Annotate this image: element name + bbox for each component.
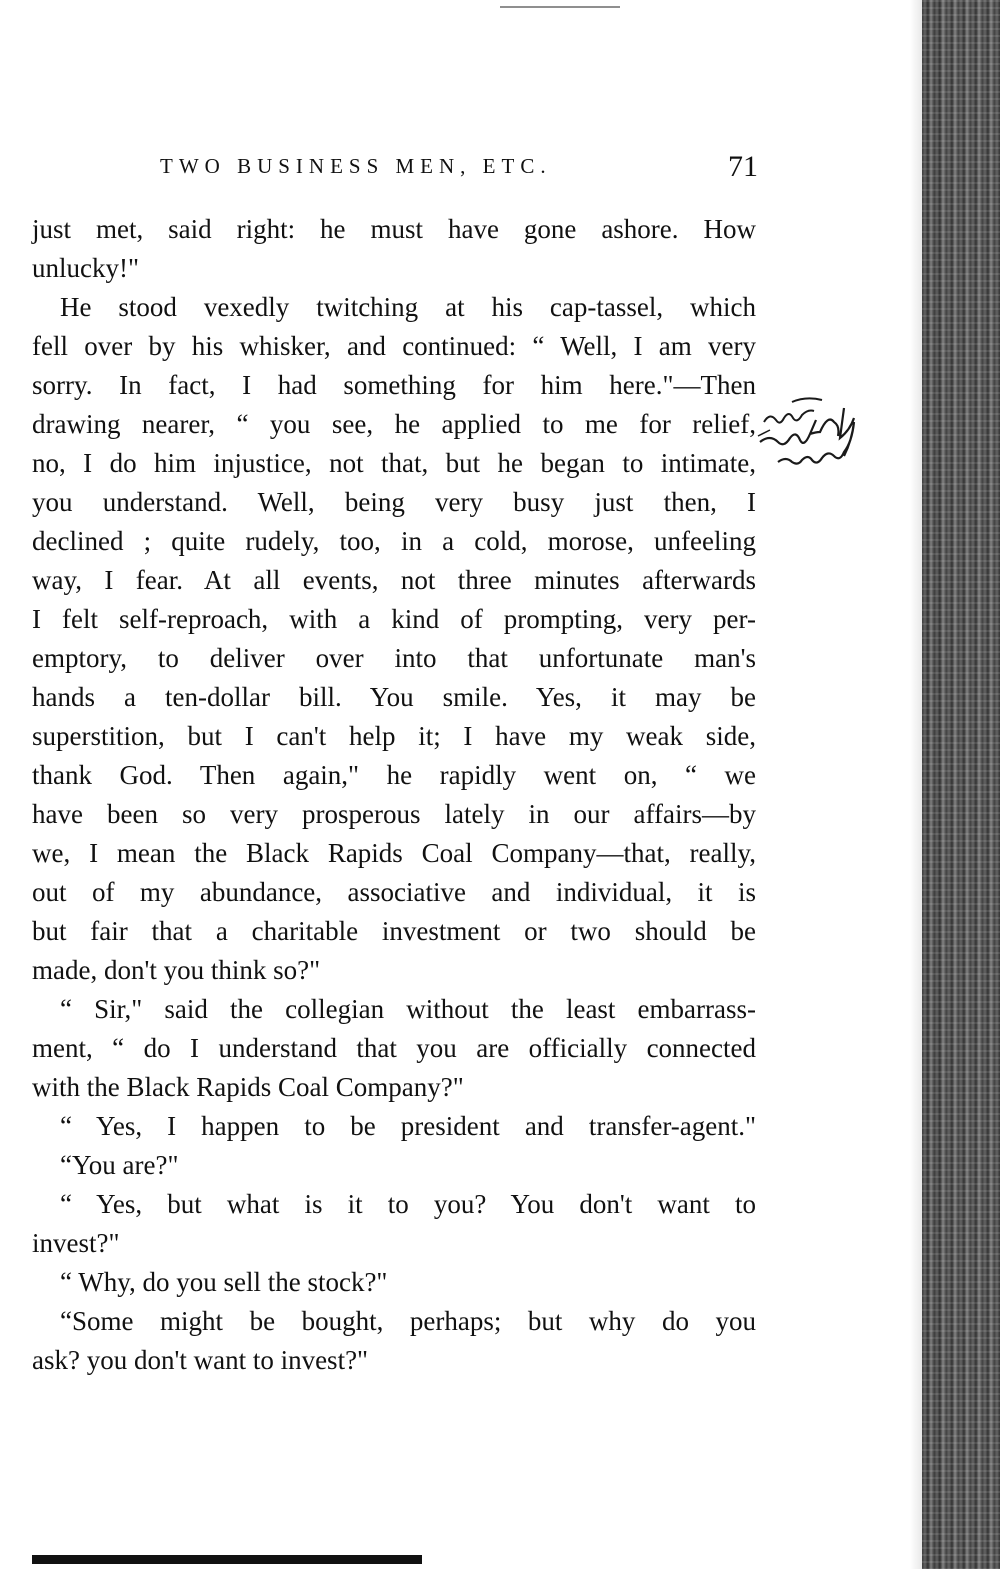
text-line: hands a ten-dollar bill. You smile. Yes, it may be: [32, 682, 756, 712]
text-line: “ Yes, but what is it to you? You don't want to: [60, 1189, 756, 1219]
text-line: just met, said right: he must have gone ashore. How: [32, 214, 756, 244]
text-line: “You are?": [60, 1150, 179, 1180]
top-scuff-mark: [500, 6, 620, 14]
text-line: ment, “ do I understand that you are officially connected: [32, 1033, 756, 1063]
text-line: invest?": [32, 1228, 120, 1258]
text-line: “Some might be bought, perhaps; but why do you: [60, 1306, 756, 1336]
text-line: out of my abundance, associative and individual, it is: [32, 877, 756, 907]
text-line: unlucky!": [32, 253, 139, 283]
running-head: TWO BUSINESS MEN, ETC.: [160, 154, 552, 178]
text-line: emptory, to deliver over into that unfortunate man's: [32, 643, 756, 673]
page-number: 71: [728, 150, 758, 183]
text-line: declined ; quite rudely, too, in a cold, morose, unfeeling: [32, 526, 756, 556]
text-line: made, don't you think so?": [32, 955, 321, 985]
page-edge-binding: [922, 0, 1000, 1569]
body-text: [32, 210, 756, 1380]
text-line: “ Yes, I happen to be president and transfer-agent.": [60, 1111, 756, 1141]
text-line: He stood vexedly twitching at his cap-tassel, which: [60, 292, 756, 322]
text-line: no, I do him injustice, not that, but he began to intimate,: [32, 448, 756, 478]
text-line: “ Why, do you sell the stock?": [60, 1267, 388, 1297]
text-line: you understand. Well, being very busy just then, I: [32, 487, 756, 517]
text-line: thank God. Then again," he rapidly went on, “ we: [32, 760, 756, 790]
bottom-rule: [32, 1555, 422, 1564]
text-line: “ Sir," said the collegian without the least embarrass-: [60, 994, 756, 1024]
handwritten-note-icon: [756, 392, 906, 482]
text-line: way, I fear. At all events, not three minutes afterwards: [32, 565, 756, 595]
text-line: but fair that a charitable investment or two should be: [32, 916, 756, 946]
text-line: we, I mean the Black Rapids Coal Company—that, really,: [32, 838, 756, 868]
text-line: have been so very prosperous lately in our affairs—by: [32, 799, 756, 829]
text-line: with the Black Rapids Coal Company?": [32, 1072, 464, 1102]
text-line: superstition, but I can't help it; I have my weak side,: [32, 721, 756, 751]
text-line: ask? you don't want to invest?": [32, 1345, 369, 1375]
text-line: I felt self-reproach, with a kind of prompting, very per-: [32, 604, 756, 634]
text-line: fell over by his whisker, and continued: “ Well, I am very: [32, 331, 756, 361]
page-header: [160, 150, 760, 190]
text-line: sorry. In fact, I had something for him here."—Then: [32, 370, 756, 400]
text-line: drawing nearer, “ you see, he applied to me for relief,: [32, 409, 756, 439]
